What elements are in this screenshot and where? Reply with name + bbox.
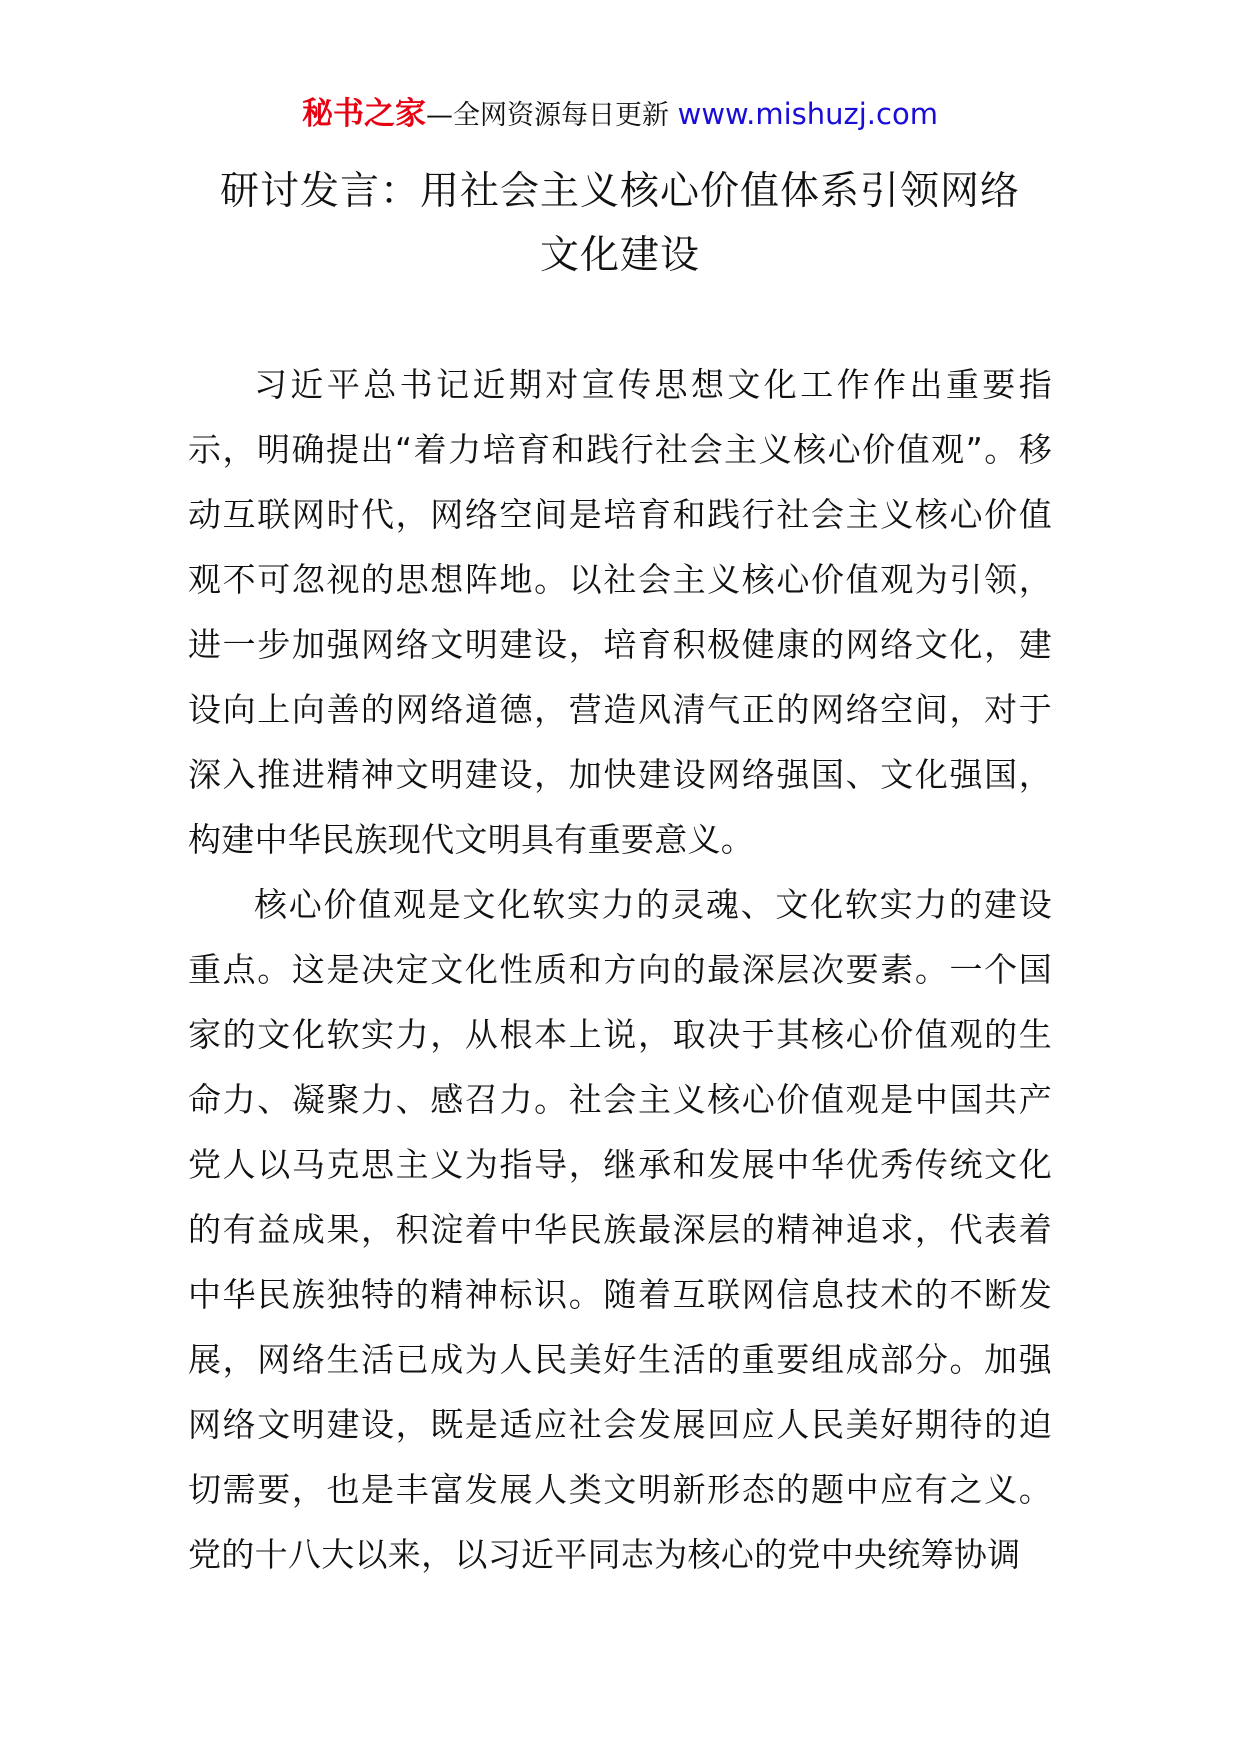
document-body [188,352,1052,1587]
document-title [150,160,1090,288]
brand-name: 秘书之家 [302,96,427,132]
title-line-2: 文化建设 [539,233,700,278]
body-paragraph: 习近平总书记近期对宣传思想文化工作作出重要指示，明确提出“着力培育和践行社会主义核心价值观”。移动互联网时代，网络空间是培育和践行社会主义核心价值观不可忽视的思想阵地。以社会主义核心价值观为引领，进一步加强网络文明建设，培育积极健康的网络文化，建设向上向善的网络道德，营造风清气正的网络空间，对于深入推进精神文明建设，加快建设网络强国、文化强国，构建中华民族现代文明具有重要意义。 [188,365,1052,859]
body-paragraph: 核心价值观是文化软实力的灵魂、文化软实力的建设重点。这是决定文化性质和方向的最深层次要素。一个国家的文化软实力，从根本上说，取决于其核心价值观的生命力、凝聚力、感召力。社会主义核心价值观是中国共产党人以马克思主义为指导，继承和发展中华优秀传统文化的有益成果，积淀着中华民族最深层的精神追求，代表着中华民族独特的精神标识。随着互联网信息技术的不断发展，网络生活已成为人民美好生活的重要组成部分。加强网络文明建设，既是适应社会发展回应人民美好期待的迫切需要，也是丰富发展人类文明新形态的题中应有之义。党的十八大以来，以习近平同志为核心的党中央统筹协调 [188,885,1052,1574]
site-tagline: —全网资源每日更新 [426,100,670,131]
site-header [0,96,1240,134]
title-line-1: 研讨发言：用社会主义核心价值体系引领网络 [219,169,1020,214]
site-url-link[interactable]: www.mishuzj.com [677,97,938,131]
